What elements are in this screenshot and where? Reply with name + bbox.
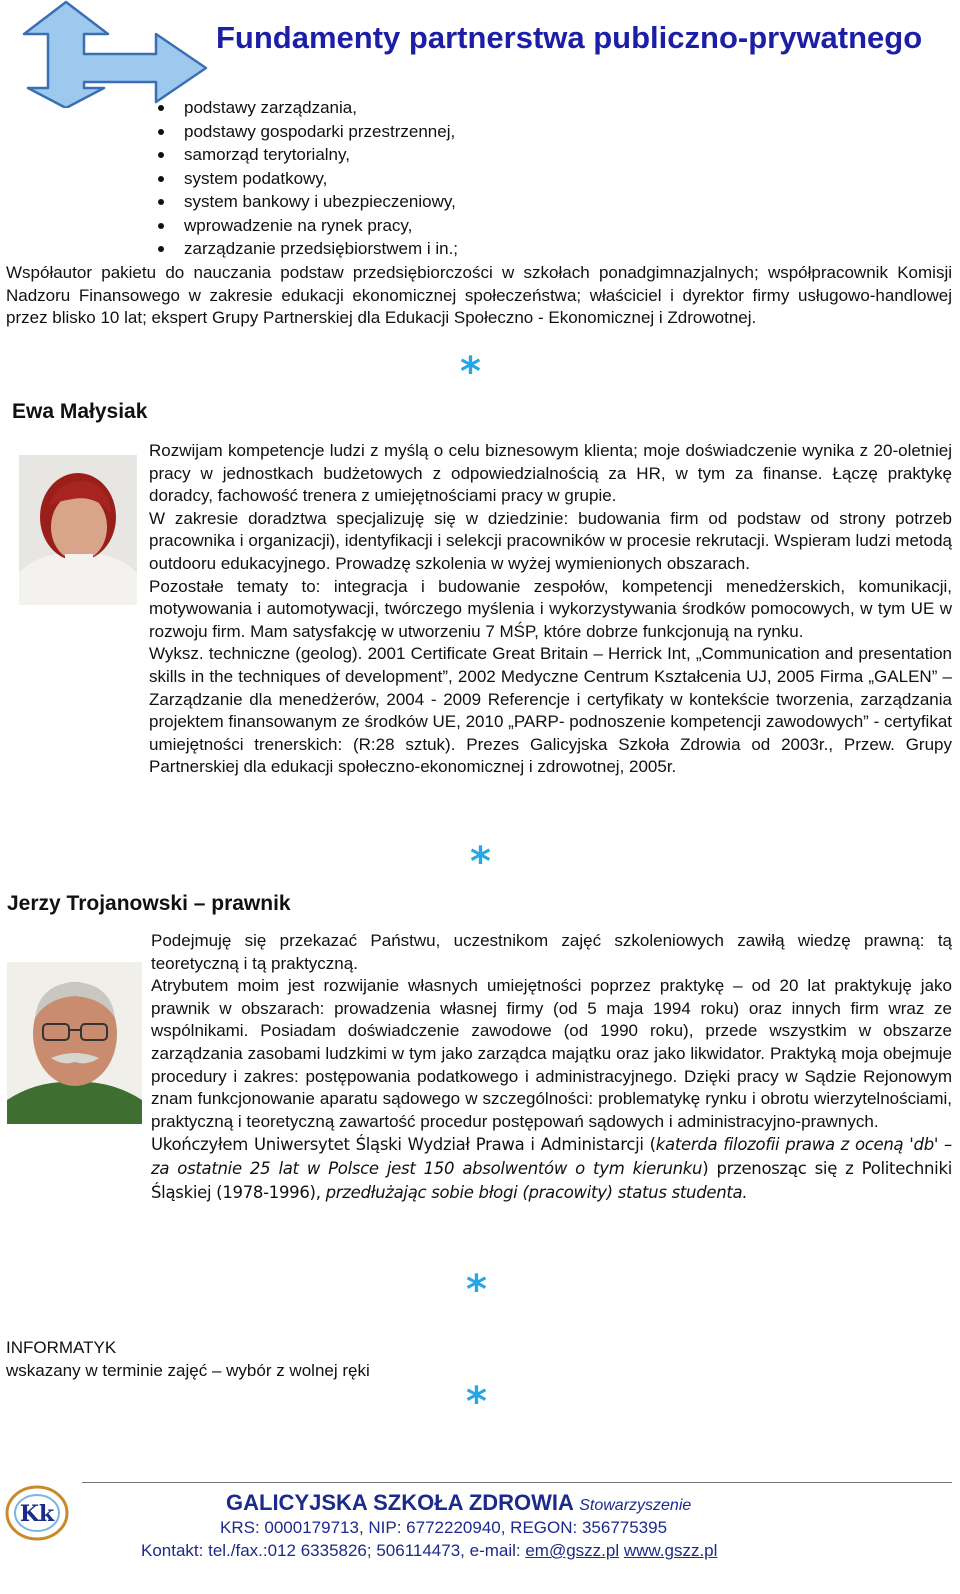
informatyk-section <box>6 1336 370 1382</box>
jerzy-paragraph: Atrybutem moim jest rozwijanie własnych umiejętności poprzez praktykę – od 20 lat praktykuję jako prawnik w obszarach: prowadzenia własnej firmy (od 5 maja 1994 roku) oraz innych firm wraz ze wspólnikami. Posiadam doświadczenie zawodowe (od 1990 roku), przede wszystkim w obszarze zarządzania zasobami ludzkimi w tym jako zarządca majątku oraz jako likwidator. Praktyką moja obejmuje procedury i zakres: postępowania podatkowego i administracyjnego. Dzięki pracy w Sądzie Rejonowym znam funkcjonowanie aparatu sądowego w szczególności: problematykę rynku i obrotu wierzytelnościami, praktyczną i teoretyczną zawartość procedur postępowań sądowych i administracyjno-prawnych. <box>151 976 952 1131</box>
list-item: system bankowy i ubezpieczeniowy, <box>150 190 458 214</box>
jerzy-name: Jerzy Trojanowski – prawnik <box>7 892 291 915</box>
separator-star: * <box>460 349 481 395</box>
informatyk-note: wskazany w terminie zajęć – wybór z wolnej ręki <box>6 1361 370 1380</box>
ewa-name: Ewa Małysiak <box>12 400 148 423</box>
ewa-portrait-photo <box>19 455 137 605</box>
website-link[interactable]: www.gszz.pl <box>623 1541 718 1560</box>
ewa-biography <box>149 440 952 779</box>
organization-logo <box>4 1484 70 1542</box>
separator-star: * <box>470 839 491 885</box>
jerzy-paragraph: Podejmuję się przekazać Państwu, uczestnikom zajęć szkoleniowych zawiłą wiedzę prawną: tą teoretyczną i tą praktyczną. <box>151 931 952 973</box>
ewa-paragraph: W zakresie doradztwa specjalizuję się w dziedzinie: budowania firm od podstaw od strony potrzeb pracownika i organizacji), identyfikacji i selekcji pracowników w procesie rekrutacji. Wspieram ludzi metodą outdooru edukacyjnego. Prowadzę szkolenia w wyżej wymienionych obszarach. <box>149 508 952 573</box>
list-item: system podatkowy, <box>150 167 458 191</box>
informatyk-title: INFORMATYK <box>6 1338 117 1357</box>
footer-divider <box>82 1482 952 1483</box>
list-item: wprowadzenie na rynek pracy, <box>150 214 458 238</box>
page-title: Fundamenty partnerstwa publiczno-prywatnego <box>216 20 923 55</box>
separator-star: * <box>466 1267 487 1313</box>
logo-text: Kk <box>19 1501 55 1527</box>
email-link[interactable]: em@gszz.pl <box>525 1541 620 1560</box>
topics-list <box>150 96 458 261</box>
footer-registration: KRS: 0000179713, NIP: 6772220940, REGON: 356775395 <box>220 1518 668 1537</box>
footer-contact <box>141 1541 717 1561</box>
list-item: podstawy gospodarki przestrzennej, <box>150 120 458 144</box>
footer-org-sub: Stowarzyszenie <box>579 1497 692 1514</box>
separator-star: * <box>466 1379 487 1425</box>
list-item: samorząd terytorialny, <box>150 143 458 167</box>
footer-organization <box>226 1490 691 1516</box>
list-item: podstawy zarządzania, <box>150 96 458 120</box>
footer-contact-prefix: Kontakt: tel./fax.:012 6335826; 506114473, e-mail: <box>141 1541 526 1560</box>
jerzy-biography <box>151 930 952 1205</box>
list-item: zarządzanie przedsiębiorstwem i in.; <box>150 237 458 261</box>
footer-org-name: GALICYJSKA SZKOŁA ZDROWIA <box>226 1490 574 1515</box>
coauthor-paragraph: Współautor pakietu do nauczania podstaw przedsiębiorczości w szkołach ponadgimnazjalnych; współpracownik Komisji Nadzoru Finansowego w zakresie edukacji ekonomicznej społeczeństwa; właściciel i dyrektor firmy usługowo-handlowej przez blisko 10 lat; ekspert Grupy Partnerskiej dla Edukacji Społeczno - Ekonomicznej i Zdrowotnej. <box>6 263 952 328</box>
ewa-paragraph: Wyksz. techniczne (geolog). 2001 Certificate Great Britain – Herrick Int, „Communication and presentation skills in the techniques of development”, 2002 Medyczne Centrum Kształcenia UJ, 2005 Firma „GALEN” – Zarządzanie dla menedżerów, 2004 - 2009 Referencje i certyfikaty w kontekście tworzenia, zarządzania projektem finansowanym ze środków UE, 2010 „PARP- podnoszenie kompetencji zawodowych” - certyfikat umiejętności trenerskich: (R:28 sztuk). Prezes Galicyjska Szkoła Zdrowia od 2003r., Przew. Grupy Partnerskiej dla edukacji społeczno-ekonomicznej i zdrowotnej, 2005r. <box>149 644 952 777</box>
jerzy-portrait-photo <box>7 962 142 1124</box>
jerzy-education-paragraph: Ukończyłem Uniwersytet Śląski Wydział Prawa i Administarcji (katerda filozofii prawa z oceną 'db' – za ostatnie 25 lat w Polsce jest 150 absolwentów o tym kierunku) przenosząc się z Politechniki Śląskiej (1978-1996), przedłużając sobie błogi (pracowity) status studenta. <box>151 1135 952 1203</box>
direction-arrows-icon <box>18 0 218 108</box>
ewa-paragraph: Pozostałe tematy to: integracja i budowanie zespołów, kompetencji menedżerskich, komunikacji, motywowania i automotywacji, twórczego myślenia i wykorzystywania środków pomocowych, w tym UE w rozwoju firm. Mam satysfakcję w utworzeniu 7 MŚP, które dobrze funkcjonują na rynku. <box>149 576 952 641</box>
ewa-paragraph: Rozwijam kompetencje ludzi z myślą o celu biznesowym klienta; moje doświadczenie wynika z 20-oletniej pracy w jednostkach budżetowych z odpowiedzialnością za HR, w tym za finanse. Łączę praktykę doradcy, fachowość trenera z umiejętnościami pracy w grupie. <box>149 441 952 506</box>
